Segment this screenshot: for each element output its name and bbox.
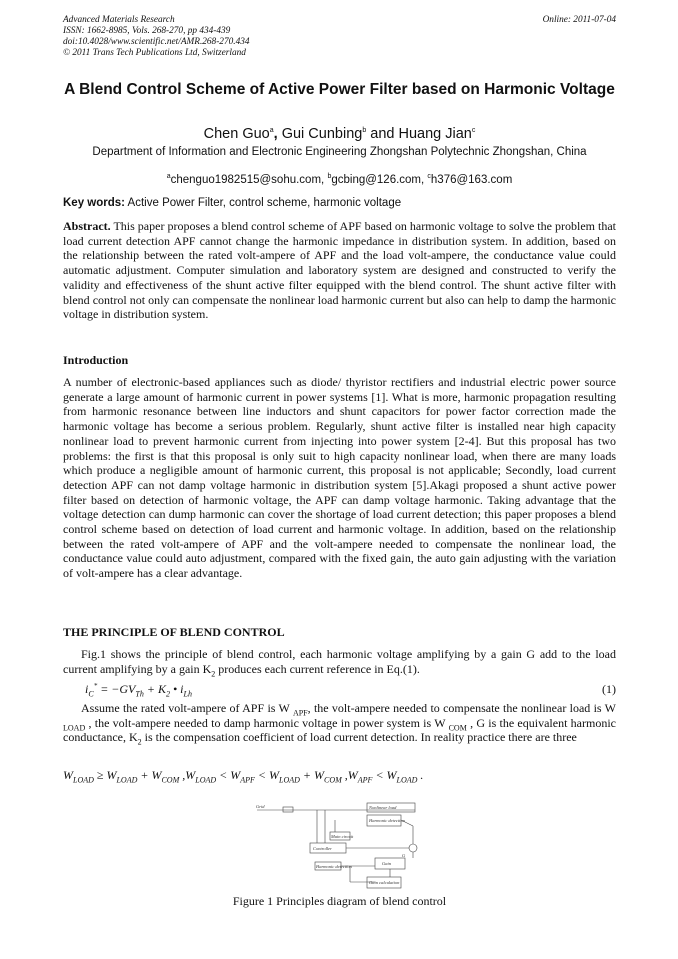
figure-1-diagram [255, 800, 425, 890]
label-gain-calculation: Gain calculation [369, 880, 400, 885]
abstract [63, 219, 616, 322]
label-grid: Grid [256, 804, 265, 809]
paper-title: A Blend Control Scheme of Active Power Filter based on Harmonic Voltage [64, 81, 615, 98]
principle-paragraph-1: Fig.1 shows the principle of blend control, each harmonic voltage amplifying by a gain G add to the load current amplifying by a gain $K_2$ produces each current reference in Eq.(1). [63, 647, 616, 679]
online-date: Online: 2011-07-04 [542, 15, 616, 25]
equation-1-formula: $i_C^* = -GV_{Th} + K_2$ • $i_{Lh}$ [85, 682, 192, 699]
author-2: Gui Cunbing [281, 126, 363, 142]
abstract-label: Abstract. [63, 219, 111, 233]
principle-heading: THE PRINCIPLE OF BLEND CONTROL [63, 625, 285, 639]
label-g: G [402, 853, 406, 858]
email-2: gcbing@126.com [331, 174, 422, 186]
label-controller: Controller [313, 846, 332, 851]
equation-1 [85, 682, 616, 697]
copyright-line: © 2011 Trans Tech Publications Ltd, Switzerland [63, 48, 246, 58]
inequality-line: $W_{LOAD} \ge W_{LOAD} + W_{COM}$ $,W_{LOAD} < W_{APF} < W_{LOAD} + W_{COM}$ $,W_{APF} < W_{LOAD}$ . [63, 768, 424, 785]
doi-line: doi:10.4028/www.scientific.net/AMR.268-270.434 [63, 37, 250, 47]
keywords-label: Key words: [63, 197, 125, 209]
block-diagram-svg [255, 800, 425, 890]
email-list: $^a$chenguo1982515@sohu.com, $^b$gcbing@126.com, $^c$h376@163.com [166, 173, 513, 186]
introduction-heading: Introduction [63, 353, 129, 367]
introduction-text: A number of electronic-based appliances such as diode/ thyristor rectifiers and industrial electric power source generate a large amount of harmonic current in power systems [1]. What is more, harmonic propagation resulting from harmonic resonance between line inductors and shunt capacitors for power factor correction made the harmonic voltage has become a serious problem. Regularly, shunt active filter is installed near high capacity nonlinear load to prevent harmonic current from injecting into power system [2-4]. But this proposal has two problems: the first is that this proposal is only suit to high capacity nonlinear load, when there are many loads which produce a negligible amount of harmonic current, this proposal is not applicable; Secondly, load current detection APF can not damp voltage harmonic in distribution system [5].Akagi proposed a shunt active power filter based on detection of harmonic voltage, the APF can damp voltage harmonic. Taking advantage that the voltage detection can dump harmonic can cover the shortage of load current detection; this paper proposes a blend control scheme based on detection of load current and harmonic voltage. In addition, based on the relationship between the rated volt-ampere of APF and the volt-ampere needed to compensate the nonlinear load, the conductance value could auto adjustment, compared with the fixed gain, the auto gain adjusting with the variation of volt-ampere has a clear advantage. [63, 375, 616, 581]
email-3: h376@163.com [430, 174, 513, 186]
principle-paragraph-2: Assume the rated volt-ampere of APF is W $_{APF}$, the volt-ampere needed to compensate the nonlinear load is W $_{LOAD}$ , the volt-ampere needed to damp harmonic voltage in power system is W $_{COM}$ , G is the equivalent harmonic conductance, $K_2$ is the compensation coefficient of load current detection. In reality practice there are three [63, 701, 616, 747]
label-gain: Gain [382, 861, 391, 866]
label-harmonic-detection-2: Harmonic detection [316, 864, 352, 869]
figure-1-caption: Figure 1 Principles diagram of blend control [232, 894, 447, 908]
author-3: Huang Jian [398, 126, 472, 142]
abstract-text: This paper proposes a blend control scheme of APF based on harmonic voltage to solve the problem that load current detection APF cannot change the harmonic impedance in distribution system. In addition, based on the relationship between the rated volt-ampere of APF and the load volt-ampere, the conductance value could automatic adjustment. Computer simulation and laboratory system are designed and constructed to verify the validity and effectiveness of the shunt active filter equipped with the blend control. The shunt active filter with blend control not only can compensate the nonlinear load harmonic current but also can help to damp the harmonic voltage in distribution system. [63, 219, 616, 322]
email-1: chenguo1982515@sohu.com [170, 174, 322, 186]
author-list: Chen Guo$^a$, Gui Cunbing$^b$ and Huang Jian$^c$ [203, 126, 476, 142]
affiliation: Department of Information and Electronic Engineering Zhongshan Polytechnic Zhongshan, China [92, 146, 587, 158]
label-harmonic-detection-1: Harmonic detection [369, 818, 405, 823]
keywords [63, 196, 616, 210]
label-main-circuit: Main circuit [331, 834, 354, 839]
label-nonlinear-load: Nonlinear load [369, 805, 397, 810]
author-1: Chen Guo [203, 126, 270, 142]
issn-line: ISSN: 1662-8985, Vols. 268-270, pp 434-439 [63, 26, 231, 36]
keywords-text: Active Power Filter, control scheme, harmonic voltage [125, 197, 402, 209]
journal-header [63, 15, 616, 59]
equation-1-number: (1) [602, 682, 616, 696]
journal-name: Advanced Materials Research [63, 15, 175, 25]
